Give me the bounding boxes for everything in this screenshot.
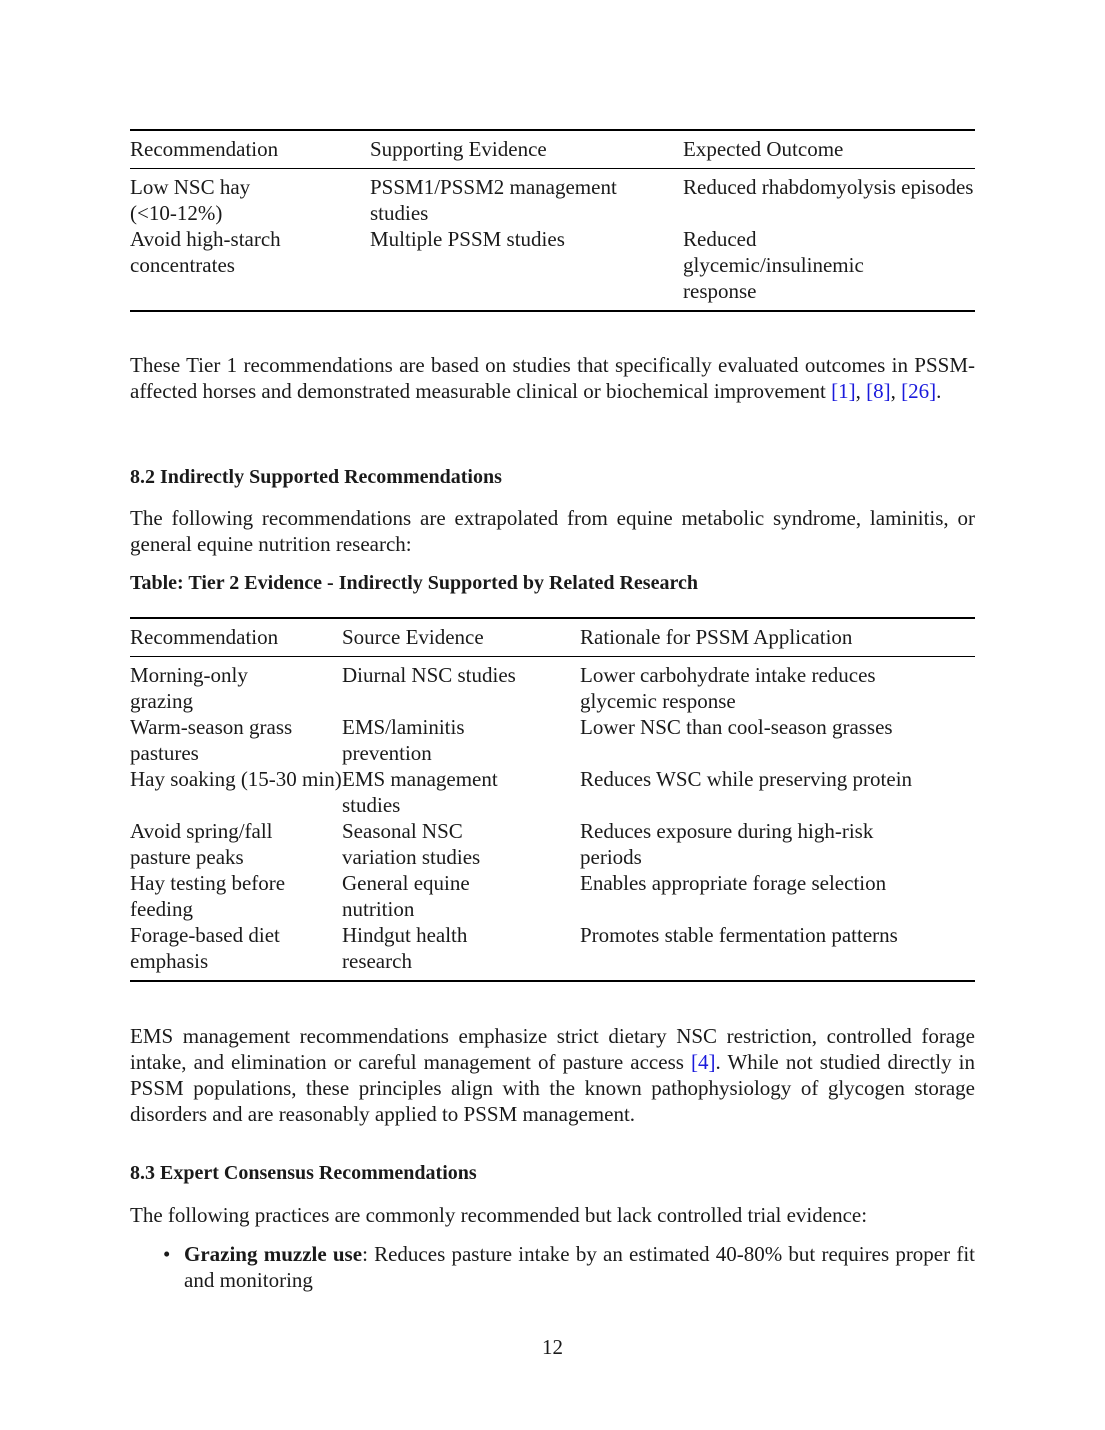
bullet-icon: • bbox=[163, 1242, 171, 1266]
table-cell: Avoid spring/fall pasture peaks bbox=[130, 819, 273, 869]
table-row bbox=[130, 714, 975, 766]
table-cell: Reduces exposure during high-risk periods bbox=[580, 819, 874, 869]
table-row bbox=[130, 766, 975, 818]
table-header-cell: Recommendation bbox=[130, 625, 279, 649]
section-intro-paragraph: The following practices are commonly recommended but lack controlled trial evidence: bbox=[130, 1203, 868, 1227]
table-row bbox=[130, 870, 975, 922]
section-heading: 8.3 Expert Consensus Recommendations bbox=[130, 1162, 477, 1184]
ems-paragraph bbox=[130, 1023, 975, 1127]
table-caption: Table: Tier 2 Evidence - Indirectly Supported by Related Research bbox=[130, 572, 698, 594]
table-row bbox=[130, 922, 975, 974]
table1-bottom-rule bbox=[130, 310, 975, 312]
table-cell: Reduced rhabdomyolysis episodes bbox=[683, 175, 974, 199]
table-cell: PSSM1/PSSM2 management studies bbox=[370, 175, 617, 225]
table-header-cell: Expected Outcome bbox=[683, 137, 844, 161]
table2-top-rule bbox=[130, 617, 975, 619]
list-item-term: Grazing muzzle use bbox=[184, 1242, 363, 1266]
tier1-summary-paragraph bbox=[130, 352, 975, 404]
table-cell: Lower NSC than cool-season grasses bbox=[580, 715, 893, 739]
list-item bbox=[184, 1241, 975, 1293]
table-header-cell: Source Evidence bbox=[342, 625, 484, 649]
table-cell: Avoid high-starch concentrates bbox=[130, 227, 281, 277]
table-cell: Reduces WSC while preserving protein bbox=[580, 767, 913, 791]
table-cell: EMS/laminitis prevention bbox=[342, 715, 465, 765]
table-row bbox=[130, 818, 975, 870]
table-cell: Low NSC hay (<10-12%) bbox=[130, 175, 251, 225]
table-row bbox=[130, 662, 975, 714]
table-header-cell: Supporting Evidence bbox=[370, 137, 547, 161]
page-number: 12 bbox=[542, 1335, 563, 1359]
table-cell: Reduced glycemic/insulinemic response bbox=[683, 227, 864, 303]
table-header-cell: Recommendation bbox=[130, 137, 279, 161]
table2-bottom-rule bbox=[130, 980, 975, 982]
table-cell: Morning-only grazing bbox=[130, 663, 248, 713]
section-heading: 8.2 Indirectly Supported Recommendations bbox=[130, 466, 502, 488]
table-cell: Hay soaking (15-30 min) bbox=[130, 767, 342, 791]
section-intro-paragraph: The following recommendations are extrapolated from equine metabolic syndrome, laminitis, or general equine nutrition research: bbox=[130, 506, 975, 556]
citation-link[interactable]: [8] bbox=[866, 379, 891, 403]
tier2-table-header bbox=[130, 624, 975, 650]
table-row bbox=[130, 174, 975, 226]
tier1-table-body bbox=[130, 174, 975, 304]
separator: , bbox=[890, 379, 902, 403]
citation-link[interactable]: [1] bbox=[831, 379, 856, 403]
table-row bbox=[130, 226, 975, 304]
table-header-row bbox=[130, 624, 975, 650]
table1-top-rule bbox=[130, 129, 975, 131]
citation-link[interactable]: [4] bbox=[691, 1050, 716, 1074]
table-cell: Seasonal NSC variation studies bbox=[342, 819, 481, 869]
table-header-cell: Rationale for PSSM Application bbox=[580, 625, 853, 649]
table-cell: General equine nutrition bbox=[342, 871, 470, 921]
table-cell: Warm-season grass pastures bbox=[130, 715, 293, 765]
period: . bbox=[936, 379, 942, 403]
table1-mid-rule bbox=[130, 168, 975, 169]
citation-link[interactable]: [26] bbox=[901, 379, 937, 403]
paragraph-text: These Tier 1 recommendations are based on studies that specifically evaluated outcomes in PSSM-affected horses and demonstrated measurable clinical or biochemical improvement bbox=[130, 353, 975, 403]
table-cell: Lower carbohydrate intake reduces glycemic response bbox=[580, 663, 876, 713]
table-cell: Forage-based diet emphasis bbox=[130, 923, 280, 973]
paragraph-text: EMS management recommendations emphasize strict dietary NSC restriction, controlled forage intake, and elimination or careful management of pasture access bbox=[130, 1024, 975, 1074]
table-cell: EMS management studies bbox=[342, 767, 498, 817]
list-item-text: : Reduces pasture intake by an estimated 40-80% but requires proper fit and monitoring bbox=[184, 1242, 975, 1292]
table2-mid-rule bbox=[130, 656, 975, 657]
table-cell: Diurnal NSC studies bbox=[342, 663, 516, 687]
tier2-table bbox=[130, 662, 975, 974]
table-header-row bbox=[130, 136, 975, 162]
table-cell: Promotes stable fermentation patterns bbox=[580, 923, 898, 947]
tier1-table bbox=[130, 136, 975, 162]
table-cell: Hindgut health research bbox=[342, 923, 468, 973]
table-cell: Hay testing before feeding bbox=[130, 871, 286, 921]
separator: , bbox=[855, 379, 867, 403]
table-cell: Multiple PSSM studies bbox=[370, 227, 565, 251]
table-cell: Enables appropriate forage selection bbox=[580, 871, 887, 895]
bullet-list bbox=[130, 1241, 975, 1293]
paragraph-text: . While not studied directly in PSSM populations, these principles align with the known pathophysiology of glycogen storage disorders and are reasonably applied to PSSM management. bbox=[130, 1050, 976, 1126]
